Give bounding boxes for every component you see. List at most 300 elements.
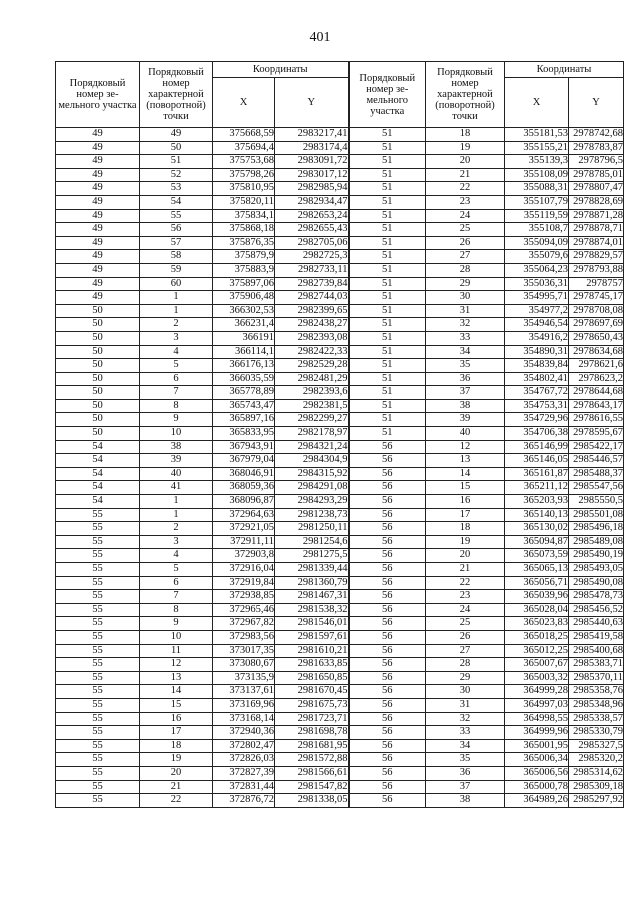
cell-point-number-2: 13: [426, 454, 505, 468]
header-x: X: [213, 78, 275, 128]
cell-plot-number: 55: [56, 739, 140, 753]
cell-x-2: 354767,72: [505, 386, 569, 400]
cell-x: 365897,16: [213, 413, 275, 427]
cell-plot-number: 49: [56, 250, 140, 264]
cell-point-number-2: 17: [426, 508, 505, 522]
cell-plot-number-2: 56: [349, 617, 426, 631]
cell-y-2: 2978616,55: [569, 413, 624, 427]
cell-y: 2982985,94: [275, 182, 349, 196]
cell-plot-number-2: 51: [349, 263, 426, 277]
cell-y-2: 2978828,69: [569, 195, 624, 209]
table-row: [56, 617, 624, 631]
cell-y-2: 2978644,68: [569, 386, 624, 400]
cell-point-number: 1: [140, 304, 213, 318]
cell-y-2: 2978595,67: [569, 427, 624, 441]
table-row: [56, 726, 624, 740]
cell-plot-number-2: 51: [349, 209, 426, 223]
table-row: [56, 549, 624, 563]
cell-y: 2981650,85: [275, 671, 349, 685]
cell-plot-number-2: 56: [349, 630, 426, 644]
cell-y: 2982178,97: [275, 427, 349, 441]
cell-plot-number: 55: [56, 658, 140, 672]
cell-point-number: 58: [140, 250, 213, 264]
cell-x-2: 355088,31: [505, 182, 569, 196]
cell-plot-number: 54: [56, 454, 140, 468]
cell-y: 2981681,95: [275, 739, 349, 753]
cell-point-number: 16: [140, 712, 213, 726]
cell-point-number-2: 35: [426, 359, 505, 373]
cell-y-2: 2985422,17: [569, 440, 624, 454]
cell-y-2: 2985488,37: [569, 467, 624, 481]
table-row: [56, 304, 624, 318]
cell-plot-number-2: 56: [349, 495, 426, 509]
cell-y-2: 2978742,68: [569, 128, 624, 142]
cell-point-number: 41: [140, 481, 213, 495]
cell-x-2: 365006,34: [505, 753, 569, 767]
cell-x: 367943,91: [213, 440, 275, 454]
cell-x-2: 354706,38: [505, 427, 569, 441]
cell-y-2: 2985338,57: [569, 712, 624, 726]
cell-plot-number: 49: [56, 128, 140, 142]
cell-y: 2981250,11: [275, 522, 349, 536]
cell-point-number-2: 24: [426, 209, 505, 223]
cell-plot-number: 49: [56, 277, 140, 291]
cell-y: 2982705,06: [275, 236, 349, 250]
cell-plot-number-2: 51: [349, 155, 426, 169]
cell-y-2: 2978783,87: [569, 141, 624, 155]
cell-plot-number-2: 56: [349, 535, 426, 549]
cell-y: 2982655,43: [275, 223, 349, 237]
cell-plot-number-2: 51: [349, 195, 426, 209]
cell-plot-number-2: 51: [349, 359, 426, 373]
cell-x-2: 365039,96: [505, 590, 569, 604]
cell-point-number: 14: [140, 685, 213, 699]
cell-y: 2982744,03: [275, 291, 349, 305]
cell-y-2: 2978708,08: [569, 304, 624, 318]
cell-x: 372967,82: [213, 617, 275, 631]
cell-point-number-2: 30: [426, 685, 505, 699]
cell-x: 372876,72: [213, 794, 275, 808]
cell-point-number-2: 27: [426, 644, 505, 658]
cell-plot-number: 49: [56, 209, 140, 223]
cell-x: 365743,47: [213, 399, 275, 413]
cell-plot-number: 55: [56, 753, 140, 767]
cell-y: 2982399,65: [275, 304, 349, 318]
cell-point-number: 2: [140, 522, 213, 536]
cell-y-2: 2978785,01: [569, 168, 624, 182]
cell-x: 366231,4: [213, 318, 275, 332]
cell-point-number: 13: [140, 671, 213, 685]
table-row: [56, 481, 624, 495]
cell-x-2: 365146,99: [505, 440, 569, 454]
cell-x-2: 365028,04: [505, 603, 569, 617]
cell-x-2: 355094,09: [505, 236, 569, 250]
cell-x: 372911,11: [213, 535, 275, 549]
table-row: [56, 535, 624, 549]
cell-x-2: 355181,53: [505, 128, 569, 142]
header-plot-number-2: Порядковый номер зе-мельного участка: [349, 62, 426, 128]
cell-plot-number: 55: [56, 617, 140, 631]
cell-plot-number: 55: [56, 671, 140, 685]
cell-y-2: 2985490,08: [569, 576, 624, 590]
cell-point-number-2: 15: [426, 481, 505, 495]
cell-plot-number-2: 51: [349, 168, 426, 182]
cell-plot-number: 49: [56, 168, 140, 182]
cell-x: 375906,48: [213, 291, 275, 305]
cell-plot-number: 49: [56, 263, 140, 277]
cell-point-number: 6: [140, 372, 213, 386]
cell-x: 373135,9: [213, 671, 275, 685]
cell-plot-number: 55: [56, 590, 140, 604]
cell-y: 2983174,4: [275, 141, 349, 155]
cell-plot-number-2: 56: [349, 766, 426, 780]
cell-x-2: 355155,21: [505, 141, 569, 155]
cell-point-number-2: 32: [426, 712, 505, 726]
cell-x: 375753,68: [213, 155, 275, 169]
cell-plot-number: 55: [56, 698, 140, 712]
cell-y: 2982529,28: [275, 359, 349, 373]
cell-point-number-2: 34: [426, 739, 505, 753]
table-row: [56, 277, 624, 291]
cell-y: 2981238,73: [275, 508, 349, 522]
cell-y-2: 2978874,01: [569, 236, 624, 250]
cell-plot-number: 50: [56, 359, 140, 373]
cell-x-2: 354729,96: [505, 413, 569, 427]
cell-y-2: 2985550,5: [569, 495, 624, 509]
cell-point-number-2: 25: [426, 223, 505, 237]
cell-y-2: 2985400,68: [569, 644, 624, 658]
cell-y: 2982653,24: [275, 209, 349, 223]
cell-point-number-2: 40: [426, 427, 505, 441]
cell-y: 2981572,88: [275, 753, 349, 767]
cell-y-2: 2985348,96: [569, 698, 624, 712]
cell-point-number: 3: [140, 331, 213, 345]
cell-point-number: 2: [140, 318, 213, 332]
table-row: [56, 128, 624, 142]
table-row: [56, 508, 624, 522]
cell-x: 375820,11: [213, 195, 275, 209]
cell-x-2: 355119,59: [505, 209, 569, 223]
cell-y: 2982438,27: [275, 318, 349, 332]
header-y: Y: [275, 78, 349, 128]
cell-x: 372940,36: [213, 726, 275, 740]
cell-point-number-2: 33: [426, 726, 505, 740]
cell-y: 2984304,9: [275, 454, 349, 468]
table-row: [56, 155, 624, 169]
header-point-number-2: Порядковый номер характерной (поворотной) точки: [426, 62, 505, 128]
table-row: [56, 372, 624, 386]
cell-plot-number: 50: [56, 399, 140, 413]
cell-x-2: 364989,26: [505, 794, 569, 808]
cell-point-number: 17: [140, 726, 213, 740]
cell-point-number-2: 22: [426, 182, 505, 196]
cell-y: 2981566,61: [275, 766, 349, 780]
cell-point-number-2: 21: [426, 563, 505, 577]
cell-point-number: 9: [140, 413, 213, 427]
table-row: [56, 413, 624, 427]
cell-x: 372827,39: [213, 766, 275, 780]
cell-point-number-2: 12: [426, 440, 505, 454]
cell-point-number-2: 28: [426, 658, 505, 672]
cell-x-2: 365203,93: [505, 495, 569, 509]
cell-point-number-2: 29: [426, 277, 505, 291]
cell-plot-number: 49: [56, 195, 140, 209]
cell-y-2: 2985501,08: [569, 508, 624, 522]
cell-point-number-2: 22: [426, 576, 505, 590]
cell-y: 2981538,32: [275, 603, 349, 617]
cell-y-2: 2985490,19: [569, 549, 624, 563]
cell-x: 366114,1: [213, 345, 275, 359]
cell-y-2: 2978878,71: [569, 223, 624, 237]
cell-y-2: 2985493,05: [569, 563, 624, 577]
cell-x: 375868,18: [213, 223, 275, 237]
cell-plot-number-2: 56: [349, 576, 426, 590]
cell-x-2: 365140,13: [505, 508, 569, 522]
table-row: [56, 223, 624, 237]
cell-point-number: 53: [140, 182, 213, 196]
cell-plot-number-2: 51: [349, 182, 426, 196]
cell-y: 2982299,27: [275, 413, 349, 427]
cell-plot-number-2: 56: [349, 522, 426, 536]
cell-point-number: 1: [140, 508, 213, 522]
cell-y: 2981275,5: [275, 549, 349, 563]
cell-x: 372938,85: [213, 590, 275, 604]
cell-x-2: 365146,05: [505, 454, 569, 468]
cell-y: 2981254,6: [275, 535, 349, 549]
table-row: [56, 168, 624, 182]
cell-point-number: 5: [140, 563, 213, 577]
cell-plot-number: 55: [56, 712, 140, 726]
cell-point-number: 11: [140, 644, 213, 658]
cell-point-number-2: 26: [426, 236, 505, 250]
cell-x-2: 365023,83: [505, 617, 569, 631]
cell-y-2: 2978650,43: [569, 331, 624, 345]
table-row: [56, 195, 624, 209]
cell-x: 372921,05: [213, 522, 275, 536]
cell-point-number-2: 24: [426, 603, 505, 617]
cell-plot-number: 49: [56, 223, 140, 237]
cell-plot-number-2: 51: [349, 399, 426, 413]
cell-point-number: 7: [140, 590, 213, 604]
cell-y: 2982381,5: [275, 399, 349, 413]
cell-point-number: 60: [140, 277, 213, 291]
table-row: [56, 630, 624, 644]
cell-plot-number: 50: [56, 372, 140, 386]
cell-y: 2982393,08: [275, 331, 349, 345]
cell-y-2: 2978807,47: [569, 182, 624, 196]
cell-y-2: 2978796,5: [569, 155, 624, 169]
table-row: [56, 399, 624, 413]
cell-plot-number-2: 51: [349, 141, 426, 155]
cell-plot-number-2: 51: [349, 236, 426, 250]
cell-x: 372965,46: [213, 603, 275, 617]
table-row: [56, 780, 624, 794]
cell-y: 2982393,6: [275, 386, 349, 400]
cell-plot-number-2: 51: [349, 372, 426, 386]
cell-point-number: 49: [140, 128, 213, 142]
cell-point-number: 40: [140, 467, 213, 481]
table-row: [56, 766, 624, 780]
cell-point-number-2: 29: [426, 671, 505, 685]
header-y-2: Y: [569, 78, 624, 128]
header-plot-number: Порядковый номер зе-мельного участка: [56, 62, 140, 128]
cell-plot-number-2: 51: [349, 427, 426, 441]
cell-x-2: 365065,13: [505, 563, 569, 577]
table-row: [56, 345, 624, 359]
cell-y-2: 2978623,2: [569, 372, 624, 386]
cell-point-number: 4: [140, 345, 213, 359]
cell-y-2: 2978634,68: [569, 345, 624, 359]
cell-y-2: 2985440,63: [569, 617, 624, 631]
table-row: [56, 250, 624, 264]
cell-y: 2982422,33: [275, 345, 349, 359]
cell-x: 375694,4: [213, 141, 275, 155]
header-x-2: X: [505, 78, 569, 128]
cell-x-2: 355079,6: [505, 250, 569, 264]
cell-point-number-2: 36: [426, 372, 505, 386]
cell-plot-number-2: 51: [349, 250, 426, 264]
cell-y-2: 2985358,76: [569, 685, 624, 699]
cell-x-2: 354916,2: [505, 331, 569, 345]
cell-point-number: 3: [140, 535, 213, 549]
cell-point-number: 55: [140, 209, 213, 223]
table-row: [56, 263, 624, 277]
cell-y: 2981610,21: [275, 644, 349, 658]
cell-x: 375668,59: [213, 128, 275, 142]
cell-x: 365778,89: [213, 386, 275, 400]
cell-point-number: 18: [140, 739, 213, 753]
cell-plot-number: 55: [56, 685, 140, 699]
cell-plot-number: 50: [56, 318, 140, 332]
cell-point-number: 56: [140, 223, 213, 237]
table-row: [56, 359, 624, 373]
cell-x: 373017,35: [213, 644, 275, 658]
cell-y-2: 2978793,88: [569, 263, 624, 277]
cell-y-2: 2985330,79: [569, 726, 624, 740]
cell-point-number-2: 28: [426, 263, 505, 277]
cell-x-2: 354753,31: [505, 399, 569, 413]
cell-point-number: 1: [140, 495, 213, 509]
cell-x: 367979,04: [213, 454, 275, 468]
cell-y: 2983091,72: [275, 155, 349, 169]
table-row: [56, 495, 624, 509]
cell-x: 372964,63: [213, 508, 275, 522]
cell-plot-number-2: 56: [349, 508, 426, 522]
cell-y: 2981338,05: [275, 794, 349, 808]
cell-x: 375876,35: [213, 236, 275, 250]
page-number: 401: [309, 30, 331, 45]
cell-y-2: 2985547,56: [569, 481, 624, 495]
cell-plot-number: 50: [56, 304, 140, 318]
cell-point-number: 5: [140, 359, 213, 373]
cell-plot-number-2: 56: [349, 726, 426, 740]
cell-plot-number: 55: [56, 766, 140, 780]
cell-x-2: 365012,25: [505, 644, 569, 658]
cell-y-2: 2985489,08: [569, 535, 624, 549]
cell-plot-number-2: 56: [349, 698, 426, 712]
table-row: [56, 386, 624, 400]
cell-y: 2984291,08: [275, 481, 349, 495]
cell-plot-number: 55: [56, 563, 140, 577]
cell-plot-number-2: 56: [349, 563, 426, 577]
cell-point-number-2: 30: [426, 291, 505, 305]
cell-y: 2982481,29: [275, 372, 349, 386]
cell-y: 2981360,79: [275, 576, 349, 590]
cell-plot-number-2: 51: [349, 386, 426, 400]
cell-point-number-2: 16: [426, 495, 505, 509]
cell-y-2: 2978643,17: [569, 399, 624, 413]
cell-plot-number: 49: [56, 236, 140, 250]
cell-x: 373168,14: [213, 712, 275, 726]
table-row: [56, 739, 624, 753]
cell-point-number: 7: [140, 386, 213, 400]
cell-x-2: 364999,96: [505, 726, 569, 740]
cell-y-2: 2978697,69: [569, 318, 624, 332]
cell-plot-number-2: 56: [349, 739, 426, 753]
cell-point-number-2: 21: [426, 168, 505, 182]
cell-plot-number-2: 51: [349, 331, 426, 345]
cell-point-number: 12: [140, 658, 213, 672]
cell-point-number: 8: [140, 399, 213, 413]
cell-x: 372831,44: [213, 780, 275, 794]
cell-point-number: 10: [140, 427, 213, 441]
cell-x: 372919,84: [213, 576, 275, 590]
cell-x-2: 365000,78: [505, 780, 569, 794]
cell-y-2: 2985309,18: [569, 780, 624, 794]
cell-plot-number-2: 51: [349, 304, 426, 318]
cell-y: 2981467,31: [275, 590, 349, 604]
cell-point-number: 21: [140, 780, 213, 794]
cell-x: 365833,95: [213, 427, 275, 441]
cell-x-2: 365001,95: [505, 739, 569, 753]
cell-y-2: 2985456,52: [569, 603, 624, 617]
cell-y-2: 2978829,57: [569, 250, 624, 264]
cell-x: 368059,36: [213, 481, 275, 495]
cell-x-2: 364998,55: [505, 712, 569, 726]
table-row: [56, 685, 624, 699]
cell-point-number: 59: [140, 263, 213, 277]
cell-point-number-2: 38: [426, 399, 505, 413]
cell-point-number: 51: [140, 155, 213, 169]
cell-x-2: 354995,71: [505, 291, 569, 305]
cell-y-2: 2978757: [569, 277, 624, 291]
cell-plot-number: 55: [56, 549, 140, 563]
cell-plot-number: 55: [56, 508, 140, 522]
table-row: [56, 318, 624, 332]
cell-point-number: 38: [140, 440, 213, 454]
cell-y-2: 2985478,73: [569, 590, 624, 604]
cell-x-2: 365006,56: [505, 766, 569, 780]
cell-x-2: 365003,32: [505, 671, 569, 685]
cell-y-2: 2978621,6: [569, 359, 624, 373]
cell-plot-number-2: 51: [349, 345, 426, 359]
cell-plot-number: 54: [56, 467, 140, 481]
cell-point-number-2: 20: [426, 155, 505, 169]
cell-point-number: 10: [140, 630, 213, 644]
table-row: [56, 522, 624, 536]
cell-point-number-2: 18: [426, 522, 505, 536]
cell-plot-number: 55: [56, 780, 140, 794]
cell-point-number-2: 23: [426, 195, 505, 209]
cell-plot-number: 50: [56, 427, 140, 441]
cell-y: 2982733,11: [275, 263, 349, 277]
cell-x: 375897,06: [213, 277, 275, 291]
cell-plot-number-2: 51: [349, 318, 426, 332]
cell-y-2: 2978871,28: [569, 209, 624, 223]
table-body: [56, 128, 624, 808]
cell-point-number-2: 23: [426, 590, 505, 604]
cell-x: 366035,59: [213, 372, 275, 386]
